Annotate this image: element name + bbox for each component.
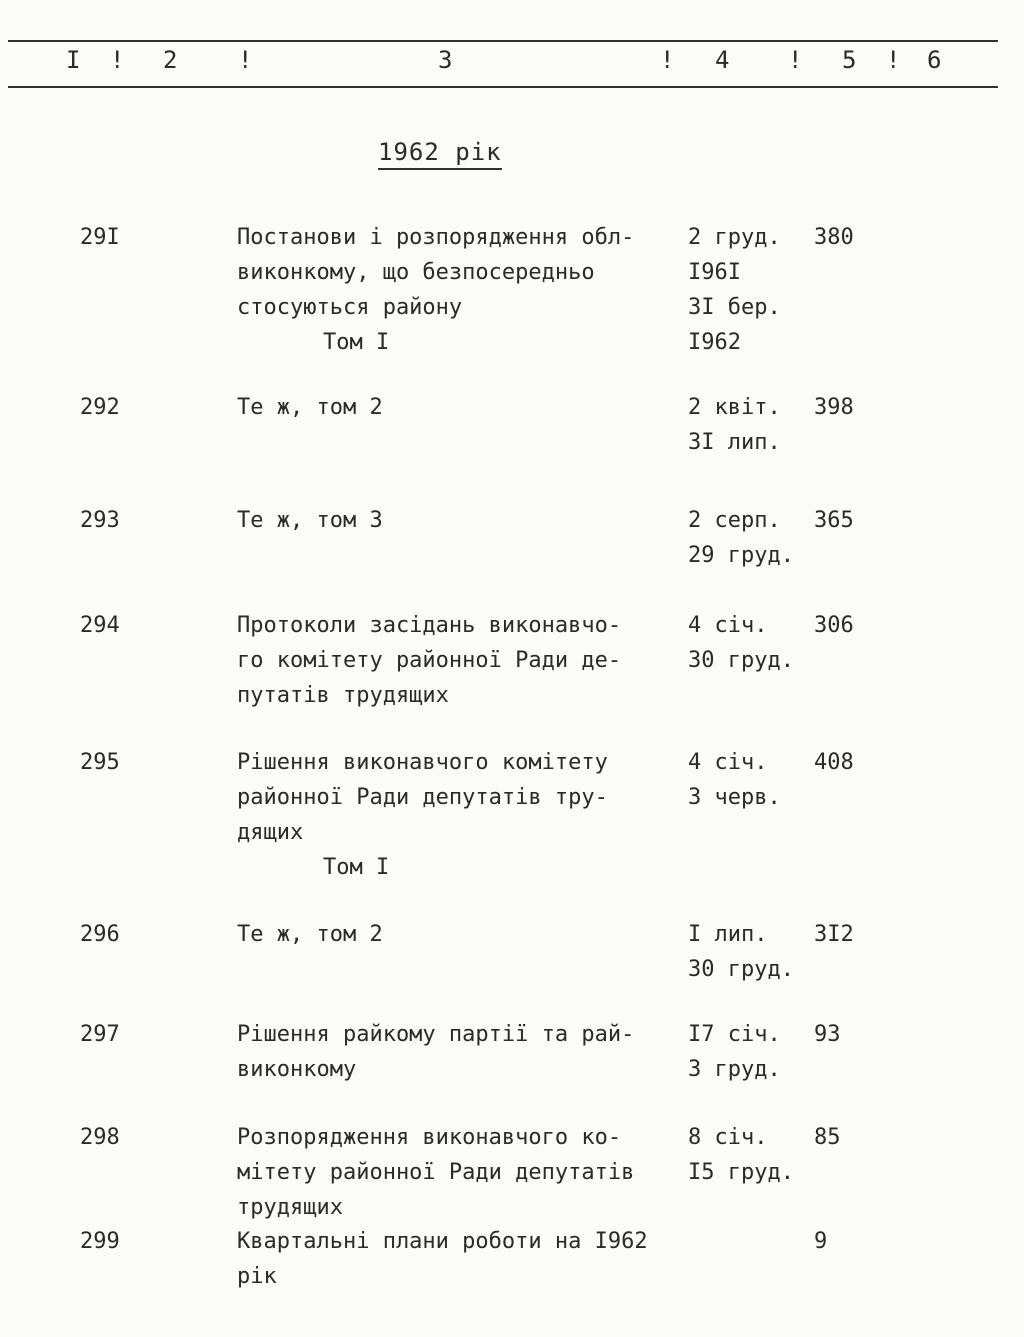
description-line: дящих xyxy=(237,820,304,845)
entry-sheet-count: 93 xyxy=(814,1022,841,1047)
entry-dates xyxy=(688,917,794,987)
description-line: виконкому xyxy=(237,1057,357,1082)
entry-number: 299 xyxy=(80,1229,120,1254)
entry-dates xyxy=(688,1017,781,1087)
header-col-1: I xyxy=(66,46,82,74)
date-line: 3I бер. xyxy=(688,295,781,320)
description-line: мітету районної Ради депутатів xyxy=(237,1160,635,1185)
entry-dates xyxy=(688,503,794,573)
description-line: Рішення райкому партії та рай- xyxy=(237,1022,635,1047)
entry-sheet-count: 9 xyxy=(814,1229,828,1254)
volume-label: Том I xyxy=(323,330,390,355)
description-line: Те ж, том 2 xyxy=(237,395,383,420)
entry-description xyxy=(237,745,682,885)
header-col-2: 2 xyxy=(163,46,179,74)
header-sep-4: ! xyxy=(788,46,804,74)
date-line: 30 груд. xyxy=(688,648,794,673)
description-line: Постанови і розпорядження обл- xyxy=(237,225,635,250)
entry-sheet-count: 85 xyxy=(814,1125,841,1150)
header-sep-5: ! xyxy=(886,46,902,74)
description-line: виконкому, що безпосередньо xyxy=(237,260,595,285)
entry-number: 294 xyxy=(80,613,120,638)
header-col-3: 3 xyxy=(438,46,454,74)
description-line: стосуються району xyxy=(237,295,463,320)
header-sep-3: ! xyxy=(660,46,676,74)
date-line: 30 груд. xyxy=(688,957,794,982)
entry-number: 295 xyxy=(80,750,120,775)
entry-sheet-count: 365 xyxy=(814,508,854,533)
header-col-6: 6 xyxy=(927,46,943,74)
entry-dates xyxy=(688,608,794,678)
date-line: 3 груд. xyxy=(688,1057,781,1082)
entry-description xyxy=(237,220,682,360)
volume-label: Том I xyxy=(323,855,390,880)
entry-sheet-count: 3I2 xyxy=(814,922,854,947)
entry-number: 296 xyxy=(80,922,120,947)
description-line: Те ж, том 2 xyxy=(237,922,383,947)
date-line: 4 січ. xyxy=(688,750,768,775)
header-top-rule xyxy=(8,40,998,42)
entry-dates xyxy=(688,220,781,360)
entry-dates xyxy=(688,745,781,815)
date-line: 29 груд. xyxy=(688,543,794,568)
date-line: 2 квіт. xyxy=(688,395,781,420)
entry-dates xyxy=(688,1120,794,1190)
date-line: I лип. xyxy=(688,922,768,947)
entry-description xyxy=(237,1017,682,1087)
description-line: Квартальні плани роботи на I962 xyxy=(237,1229,648,1254)
header-sep-1: ! xyxy=(110,46,126,74)
date-line: I7 січ. xyxy=(688,1022,781,1047)
date-line: 3I лип. xyxy=(688,430,781,455)
description-line: Протоколи засідань виконавчо- xyxy=(237,613,622,638)
date-line: I5 груд. xyxy=(688,1160,794,1185)
description-line: трудящих xyxy=(237,1195,343,1220)
entry-description xyxy=(237,390,682,425)
entry-description xyxy=(237,1224,682,1294)
date-line: 4 січ. xyxy=(688,613,768,638)
date-line: 2 груд. xyxy=(688,225,781,250)
date-line: 3 черв. xyxy=(688,785,781,810)
entry-sheet-count: 398 xyxy=(814,395,854,420)
entry-sheet-count: 380 xyxy=(814,225,854,250)
entry-description xyxy=(237,917,682,952)
entry-description xyxy=(237,608,682,713)
description-line: районної Ради депутатів тру- xyxy=(237,785,608,810)
description-line: путатів трудящих xyxy=(237,683,449,708)
entry-number: 297 xyxy=(80,1022,120,1047)
header-bottom-rule xyxy=(8,86,998,88)
date-line: 8 січ. xyxy=(688,1125,768,1150)
entry-number: 298 xyxy=(80,1125,120,1150)
year-heading: 1962 рік xyxy=(378,138,502,170)
date-line: 2 серп. xyxy=(688,508,781,533)
entry-number: 293 xyxy=(80,508,120,533)
entry-number: 29I xyxy=(80,225,120,250)
description-line: Розпорядження виконавчого ко- xyxy=(237,1125,622,1150)
entry-dates xyxy=(688,390,781,460)
entry-description xyxy=(237,1120,682,1225)
description-line: Рішення виконавчого комітету xyxy=(237,750,608,775)
date-line: I962 xyxy=(688,330,741,355)
entry-sheet-count: 408 xyxy=(814,750,854,775)
header-sep-2: ! xyxy=(238,46,254,74)
header-col-4: 4 xyxy=(715,46,731,74)
description-line: рік xyxy=(237,1264,277,1289)
date-line: I96I xyxy=(688,260,741,285)
entry-number: 292 xyxy=(80,395,120,420)
entry-description xyxy=(237,503,682,538)
entry-sheet-count: 306 xyxy=(814,613,854,638)
description-line: Те ж, том 3 xyxy=(237,508,383,533)
description-line: го комітету районної Ради де- xyxy=(237,648,622,673)
header-col-5: 5 xyxy=(842,46,858,74)
